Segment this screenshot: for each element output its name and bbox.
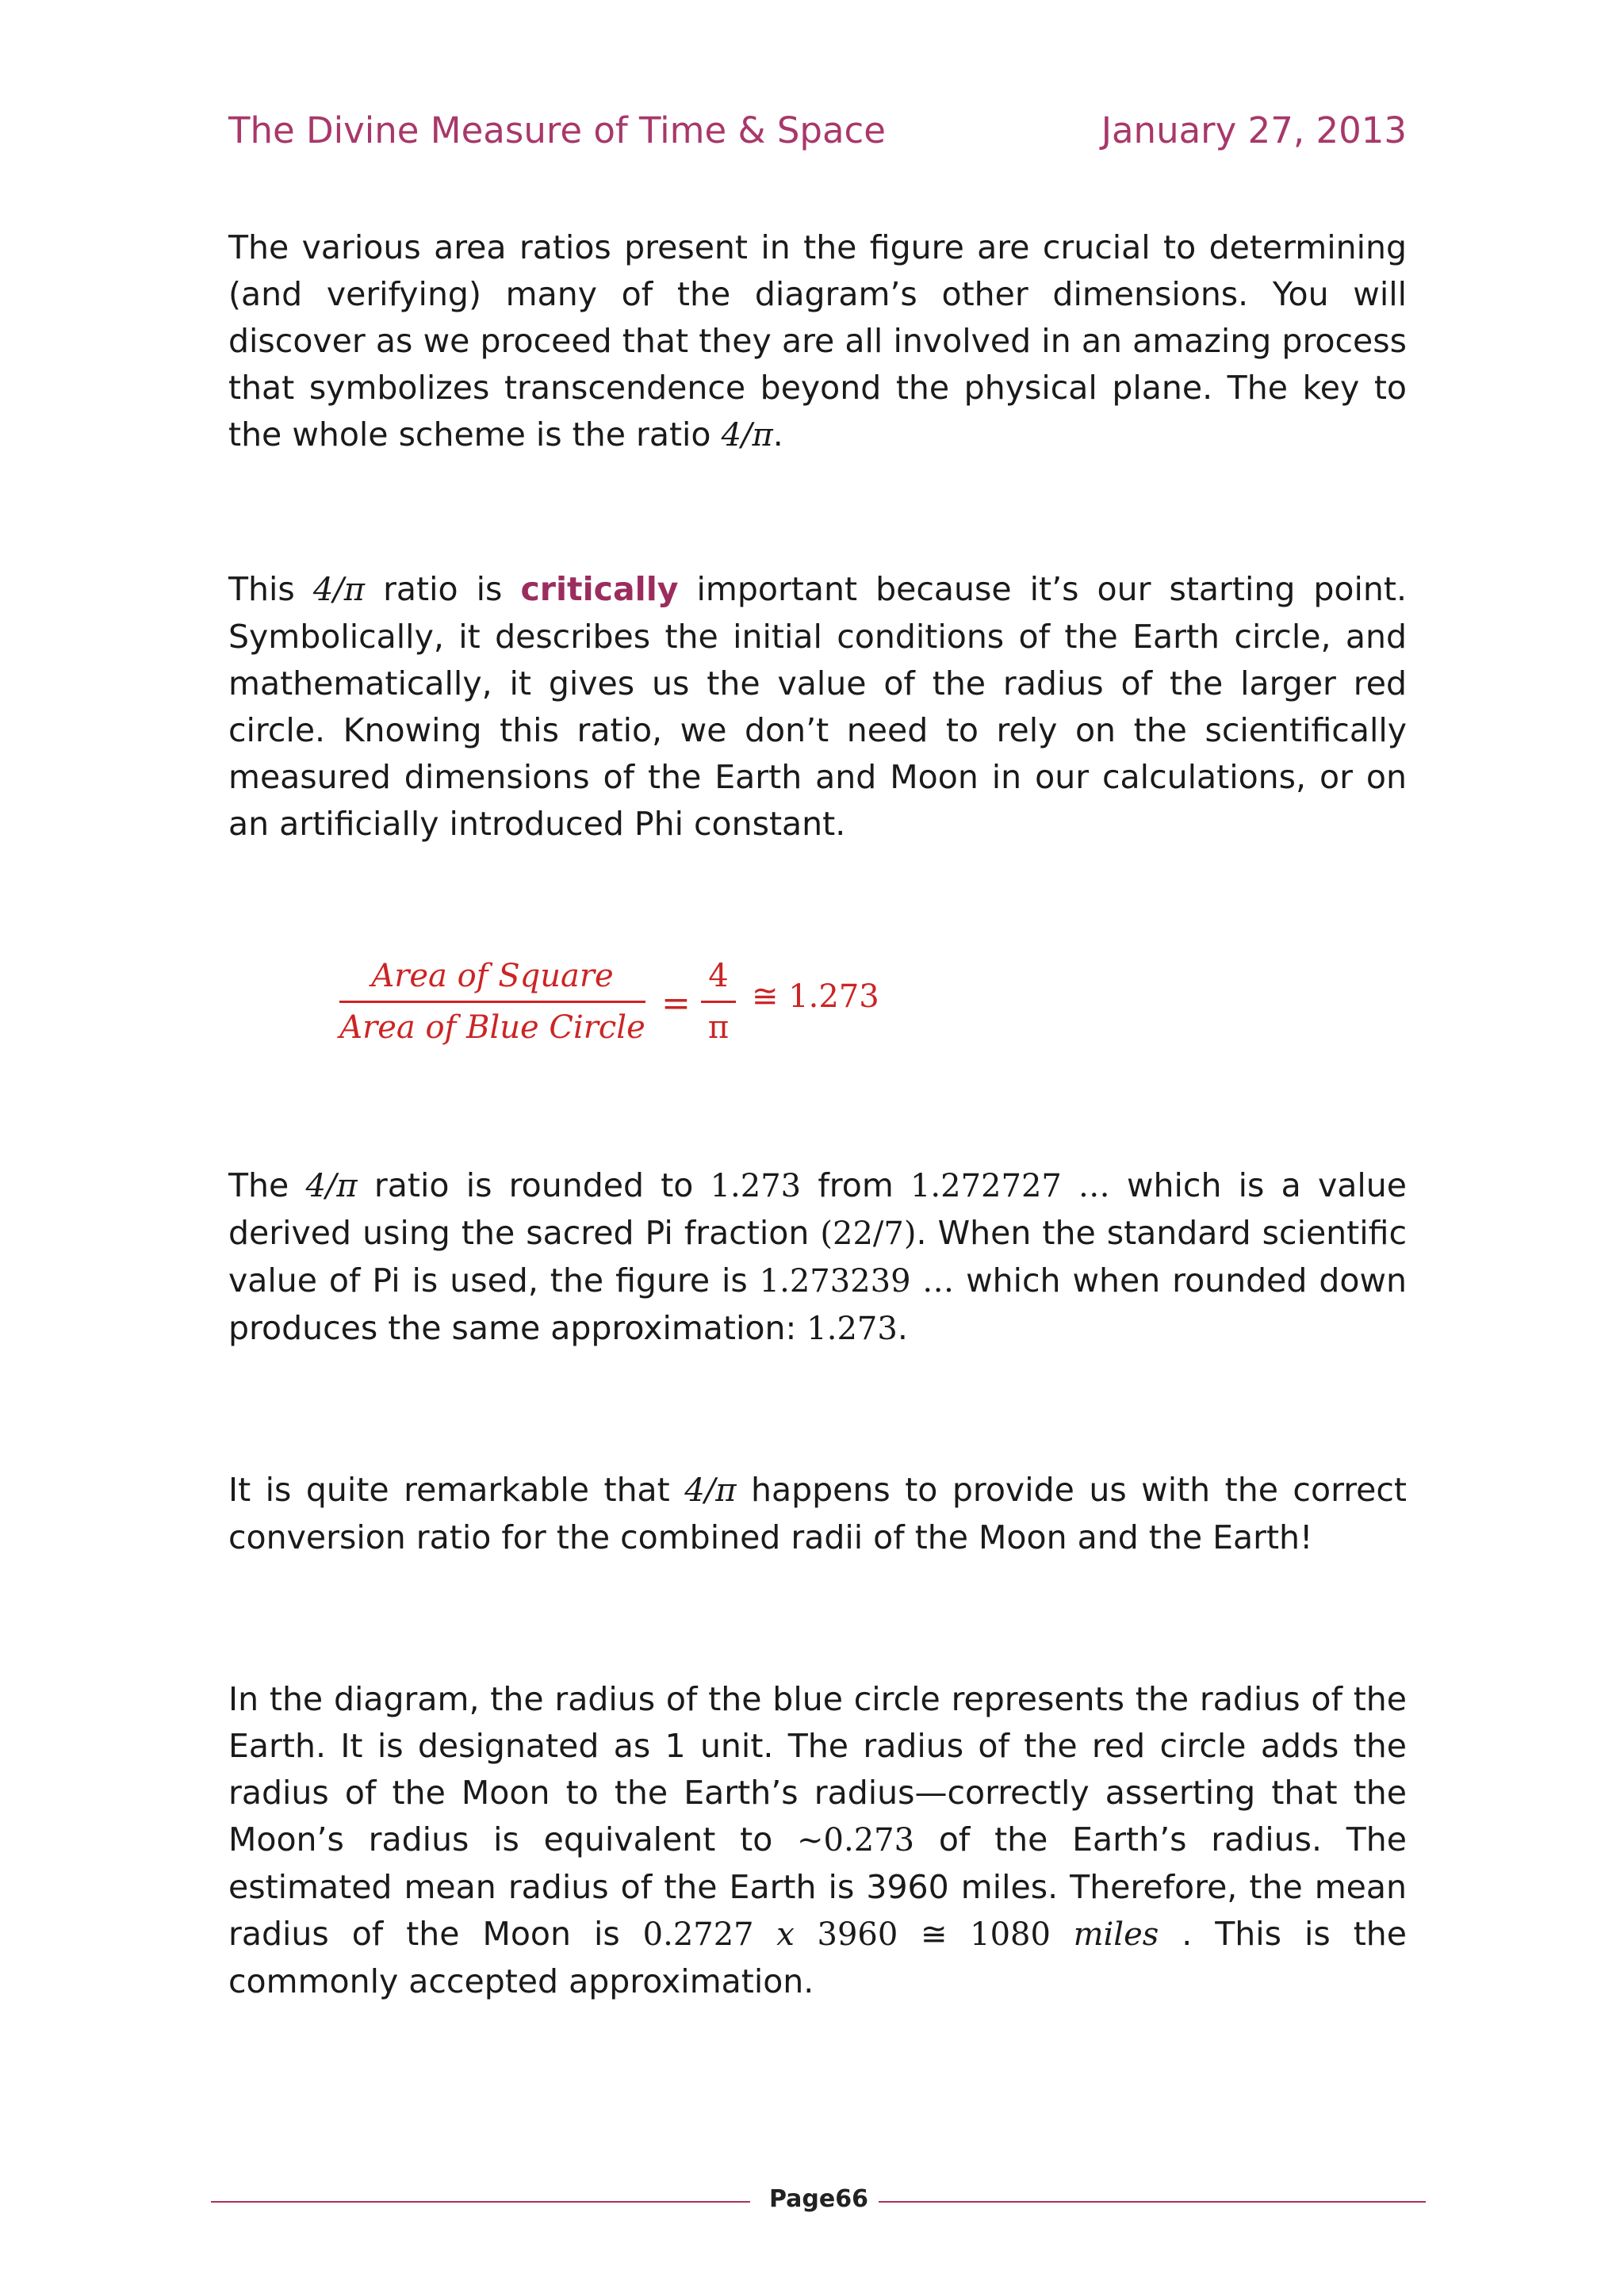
four-over-pi-fraction — [701, 951, 736, 1052]
page-number: Page66 — [769, 2185, 868, 2213]
paragraph-critical-ratio: This 4/π ratio is critically important because it’s our starting point. Symbolically, it describes the initial conditions of the Earth circle, and mathematically, it gives us the value of the radius of the larger red circle. Knowing this ratio, we don’t need to rely on the scientifically measured dimensions of the Earth and Moon in our calculations, or on an artificially introduced Phi constant. — [228, 570, 1407, 843]
math-4-over-pi: 4/π — [305, 1168, 358, 1204]
approx-value: ≅ 1.273 — [752, 978, 879, 1015]
page-header — [228, 109, 1407, 157]
footer-rule-left — [211, 2201, 750, 2203]
fraction-denominator: Area of Blue Circle — [339, 1009, 645, 1046]
equals-sign: = — [661, 983, 691, 1024]
area-fraction — [339, 951, 645, 1052]
footer-rule-right — [879, 2201, 1426, 2203]
paragraph-area-ratios: The various area ratios present in the figure are crucial to determining (and verifying) many of the diagram’s other dimensions. You will discover as we proceed that they are all involved in an amazing process that symbolizes transcendence beyond the physical plane. The key to the whole scheme is the ratio 4/π. — [228, 228, 1407, 454]
math-4-over-pi: 4/π — [684, 1472, 737, 1509]
paragraph-rounding: The 4/π ratio is rounded to 1.273 from 1.272727 … which is a value derived using the sacred Pi fraction (22/7). When the standard scientific value of Pi is used, the figure is 1.273239 … which when rounded down produces the same approximation: 1.273. — [228, 1166, 1407, 1347]
fraction-numerator: Area of Square — [371, 958, 614, 994]
paragraph-earth-moon-radius: In the diagram, the radius of the blue circle represents the radius of the Earth. It is designated as 1 unit. The radius of the red circle adds the radius of the Moon to the Earth’s radius—correctly asserting that the Moon’s radius is equivalent to ~0.273 of the Earth’s radius. The estimated mean radius of the Earth is 3960 miles. Therefore, the mean radius of the Moon is 0.2727 x 3960 ≅ 1080 miles . This is the commonly accepted approximation. — [228, 1680, 1408, 2000]
document-title: The Divine Measure of Time & Space — [228, 109, 886, 151]
paragraph-remarkable: It is quite remarkable that 4/π happens to provide us with the correct conversion ratio for the combined radii of the Moon and the Earth! — [228, 1471, 1407, 1556]
math-4-over-pi: 4/π — [721, 417, 773, 454]
emphasis-critically: critically — [520, 570, 679, 608]
fraction-four: 4 — [708, 958, 729, 994]
math-4-over-pi: 4/π — [312, 572, 366, 608]
document-date: January 27, 2013 — [1101, 109, 1407, 151]
fraction-pi: π — [707, 1009, 730, 1046]
